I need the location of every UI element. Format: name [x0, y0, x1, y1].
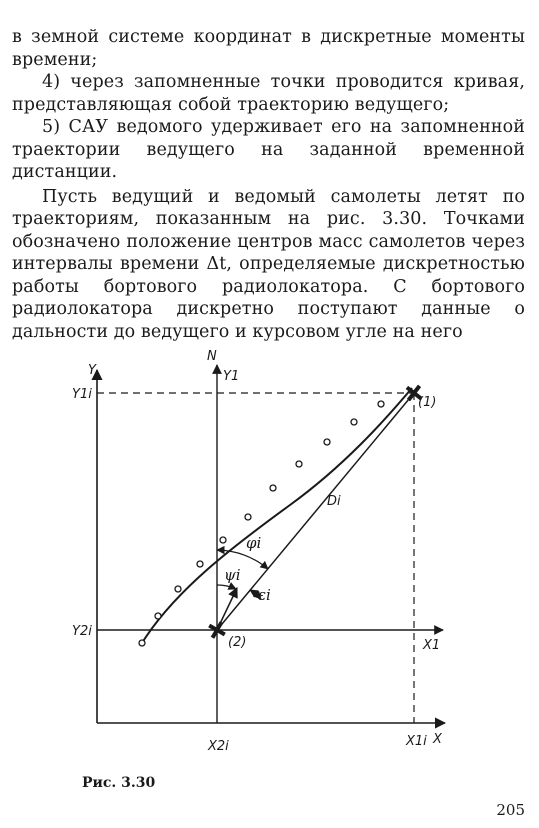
- y-axis-label: Y: [88, 363, 96, 378]
- north-label: N: [207, 349, 217, 364]
- paragraph-item-4: 4) через запомненные точки проводится кривая, представляющая собой траекторию ведущего;: [12, 72, 525, 115]
- distance-line: [217, 393, 414, 630]
- x2i-label: X2i: [208, 739, 229, 754]
- trajectory-point: [378, 401, 384, 407]
- x1-axis-label: X1: [423, 638, 441, 653]
- trajectory-point: [270, 485, 276, 491]
- phi-label: φi: [246, 534, 262, 552]
- trajectory-point: [197, 561, 203, 567]
- figure-3-30: [50, 340, 470, 770]
- paragraph-continuation: в земной системе координат в дискретные моменты времени;: [12, 27, 525, 70]
- trajectory-point: [351, 419, 357, 425]
- psi-label: ψi: [224, 566, 241, 584]
- psi-arc: [217, 585, 236, 589]
- paragraph-item-5: 5) САУ ведомого удерживает его на запомненной траектории ведущего на заданной временной дистанции.: [12, 117, 525, 182]
- y1i-label: Y1i: [72, 387, 92, 402]
- trajectory-points: [139, 401, 384, 646]
- y2i-label: Y2i: [72, 624, 92, 639]
- y1-axis-label: Y1: [223, 369, 240, 384]
- leader-label: (1): [418, 395, 437, 410]
- distance-label: Di: [327, 494, 341, 509]
- trajectory-point: [155, 613, 161, 619]
- body-text: [12, 26, 525, 343]
- paragraph-main: Пусть ведущий и ведомый самолеты летят по траекториям, показанным на рис. 3.30. Точками обозначено положение центров масс самолетов через интервалы времени Δt, определяемые дискретностью работы бортового радиолокатора. С бортового радиолокатора дискретно поступают данные о дальности до ведущего и курсовом угле на него: [12, 186, 525, 342]
- figure-caption: Рис. 3.30: [82, 775, 156, 791]
- trajectory-point: [245, 514, 251, 520]
- x-axis-label: X: [433, 732, 442, 747]
- trajectory-point: [139, 640, 145, 646]
- trajectory-point: [324, 439, 330, 445]
- leader-trajectory: [142, 388, 412, 643]
- page-number: 205: [496, 801, 525, 819]
- follower-label: (2): [228, 635, 247, 650]
- x1i-label: X1i: [406, 734, 427, 749]
- trajectory-diagram: [50, 340, 470, 770]
- trajectory-point: [175, 586, 181, 592]
- trajectory-point: [220, 537, 226, 543]
- trajectory-point: [296, 461, 302, 467]
- epsilon-label: εi: [258, 586, 271, 604]
